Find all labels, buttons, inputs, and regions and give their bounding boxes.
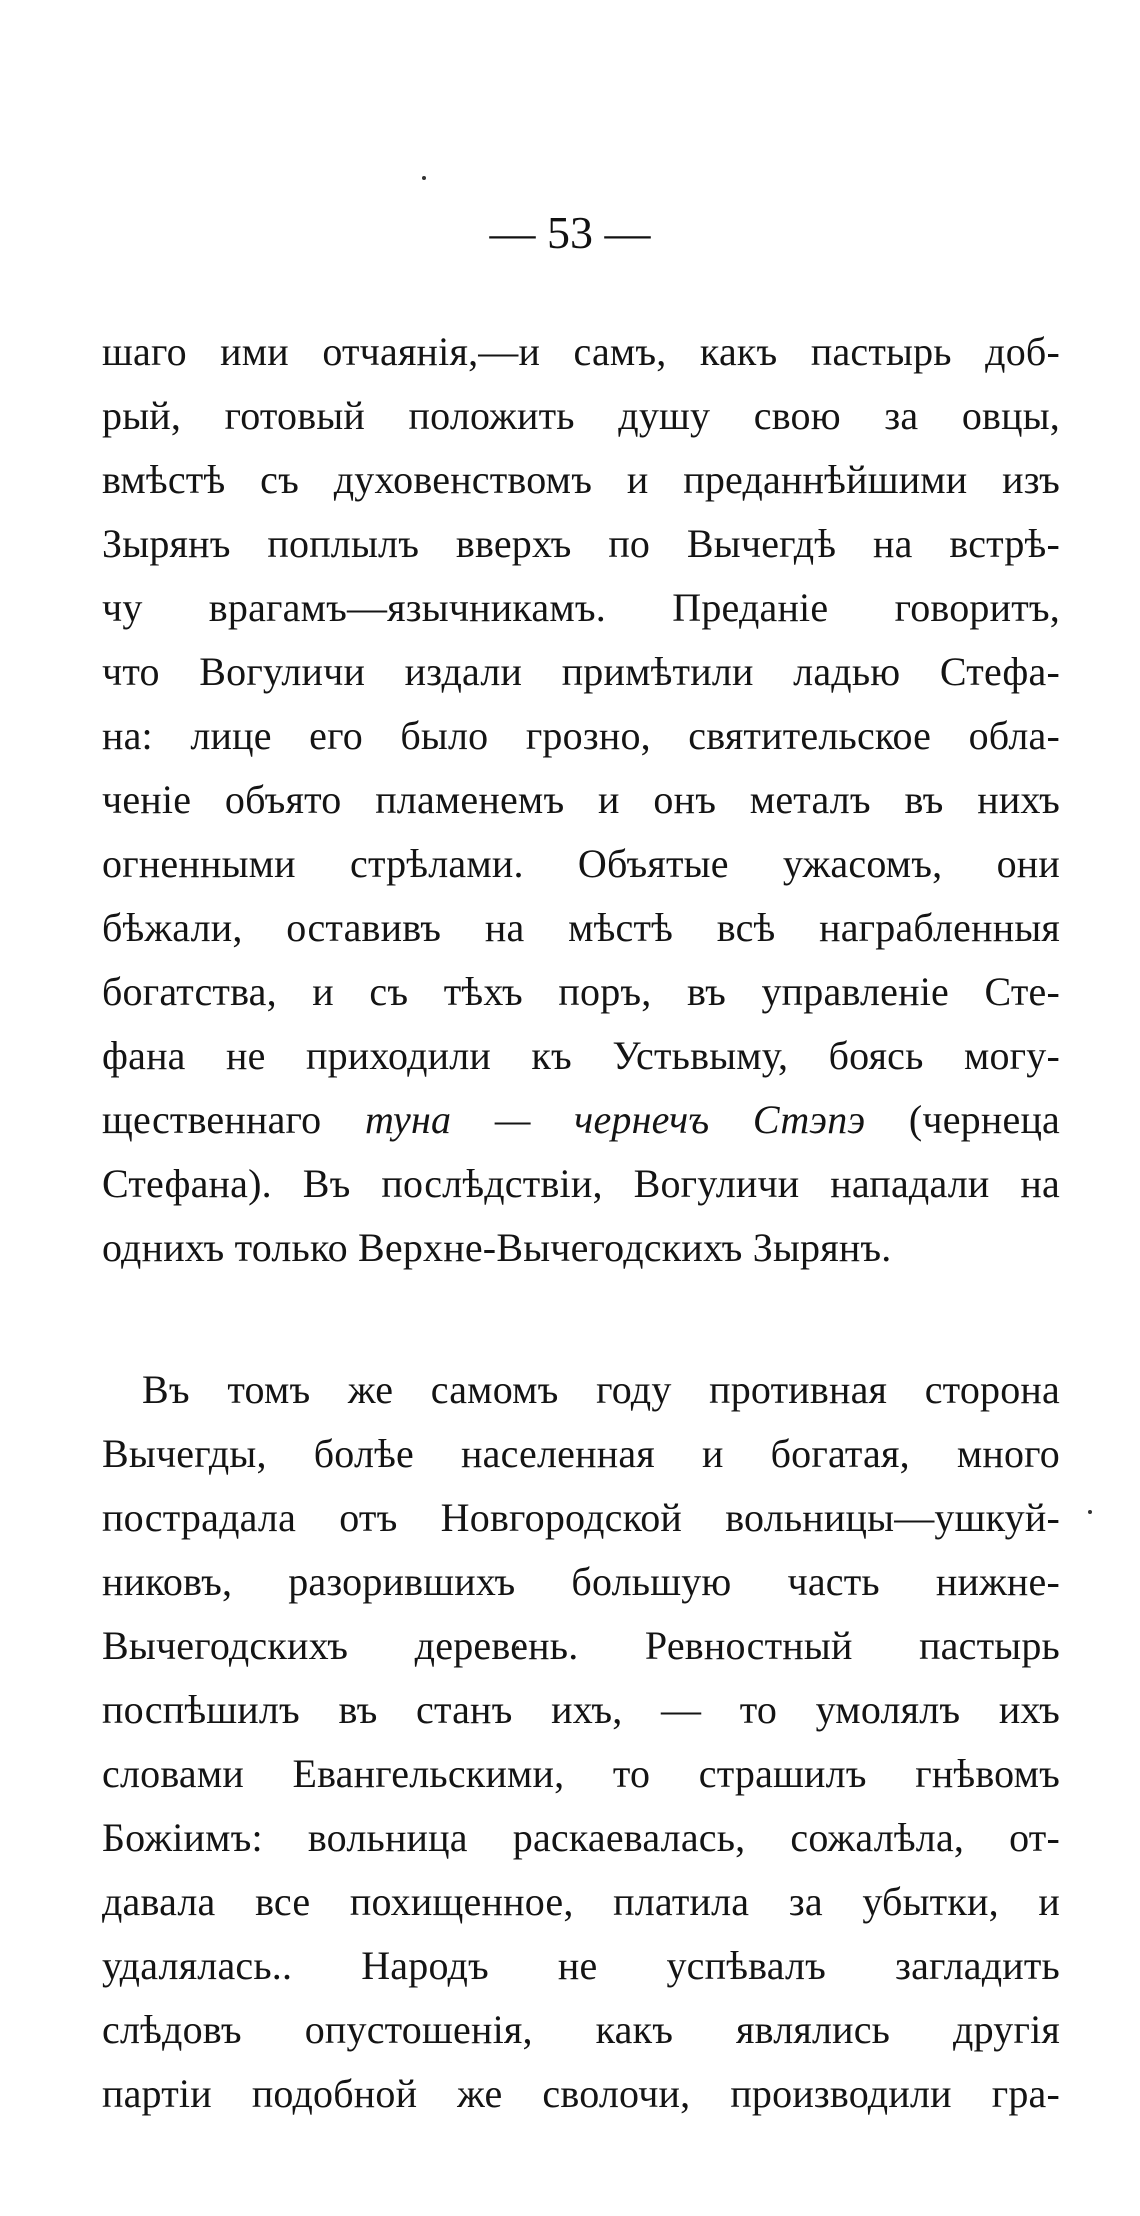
text-line: Зырянъ поплылъ вверхъ по Вычегдѣ на встрѣ- [102, 521, 1060, 566]
text-line: Въ томъ же самомъ году противная сторона [142, 1367, 1060, 1412]
ink-speck [1088, 1510, 1092, 1514]
text-line: ченіе объято пламенемъ и онъ металъ въ нихъ [102, 777, 1060, 822]
text-line: однихъ только Верхне-Вычегодскихъ Зырянъ. [102, 1225, 892, 1270]
text-line: шаго ими отчаянія,—и самъ, какъ пастырь доб- [102, 329, 1060, 374]
text-line: слѣдовъ опустошенія, какъ являлись другія [102, 2007, 1060, 2052]
text-line: бѣжали, оставивъ на мѣстѣ всѣ награбленныя [102, 905, 1060, 950]
page-number: — 53 — [489, 207, 651, 258]
text-line: рый, готовый положить душу свою за овцы, [102, 393, 1060, 438]
text-line-with-italic [102, 1094, 1060, 1146]
text-line: давала все похищенное, платила за убытки, и [102, 1879, 1060, 1924]
text-line: словами Евангельскими, то страшилъ гнѣвомъ [102, 1751, 1060, 1796]
text-line: Стефана). Въ послѣдствіи, Вогуличи нападали на [102, 1161, 1060, 1206]
text-line: огненными стрѣлами. Объятые ужасомъ, они [102, 841, 1060, 886]
text-line: поспѣшилъ въ станъ ихъ, — то умолялъ ихъ [102, 1687, 1060, 1732]
text-line: удалялась.. Народъ не успѣвалъ загладить [102, 1943, 1060, 1988]
text-line: Вычегды, болѣе населенная и богатая, много [102, 1431, 1060, 1476]
text-line: Вычегодскихъ деревень. Ревностный пастырь [102, 1623, 1060, 1668]
text-line: чу врагамъ—язычникамъ. Преданіе говоритъ, [102, 585, 1060, 630]
text-fragment: (чернеца [865, 1097, 1061, 1142]
text-line: вмѣстѣ съ духовенствомъ и преданнѣйшими изъ [102, 457, 1060, 502]
ink-speck [422, 176, 426, 180]
italic-phrase: туна — чернечъ Стэпэ [364, 1097, 866, 1142]
text-line: богатства, и съ тѣхъ поръ, въ управленіе Сте- [102, 969, 1060, 1014]
text-line: никовъ, разорившихъ большую часть нижне- [102, 1559, 1060, 1604]
text-line: пострадала отъ Новгородской вольницы—ушкуй- [102, 1495, 1060, 1540]
text-line: партіи подобной же сволочи, производили гра- [102, 2071, 1060, 2116]
text-line: Божіимъ: вольница раскаевалась, сожалѣла, от- [102, 1815, 1060, 1860]
text-line: что Вогуличи издали примѣтили ладью Стефа- [102, 649, 1060, 694]
text-line: фана не приходили къ Устьвыму, боясь могу- [102, 1033, 1060, 1078]
text-line: на: лице его было грозно, святительское обла- [102, 713, 1060, 758]
text-fragment: щественнаго [102, 1097, 365, 1142]
